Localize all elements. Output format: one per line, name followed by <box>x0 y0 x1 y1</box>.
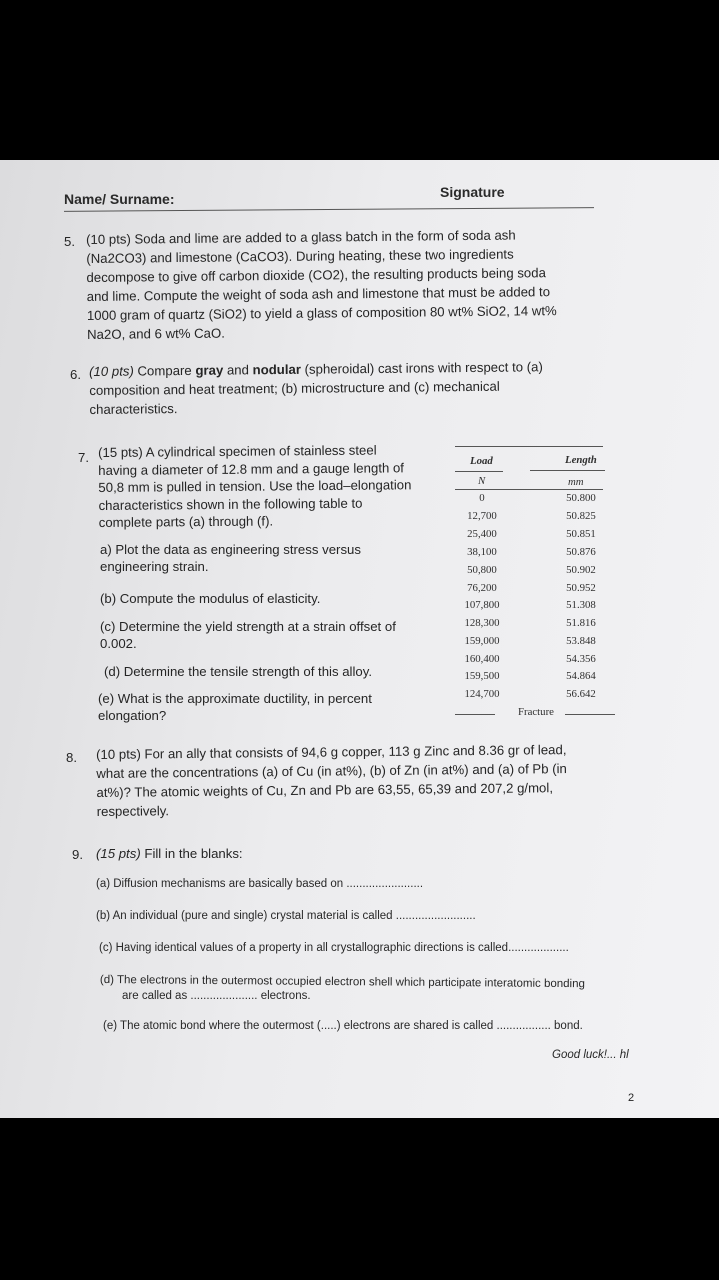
q6-nodular: nodular <box>252 361 302 378</box>
load-cell: 50,800 <box>467 564 497 576</box>
table-bottom-rule-left <box>455 714 495 715</box>
length-cell: 54.864 <box>566 670 596 682</box>
load-cell: 124,700 <box>464 688 500 700</box>
q9-title <box>96 844 243 863</box>
q9-part-b: (b) An individual (pure and single) crystal material is called ......................... <box>96 910 476 922</box>
question-7 <box>98 441 449 532</box>
q5-line: (10 pts) Soda and lime are added to a glass batch in the form of soda ash <box>86 227 516 247</box>
table-bottom-rule-right <box>565 714 615 715</box>
fracture-label: Fracture <box>518 706 554 718</box>
q7-line: characteristics shown in the following table to <box>98 495 363 513</box>
q6-points: (10 pts) <box>89 363 134 379</box>
q9-number: 9. <box>72 847 83 862</box>
load-cell: 159,500 <box>464 670 500 682</box>
exam-page <box>0 160 719 1118</box>
q9-part-c: (c) Having identical values of a property in all crystallographic directions is called................... <box>99 942 569 954</box>
length-cell: 50.825 <box>566 510 596 522</box>
q6-text: and <box>223 362 253 378</box>
length-cell: 56.642 <box>566 688 596 700</box>
q7-line: having a diameter of 12.8 mm and a gauge length of <box>98 459 404 478</box>
q6-number: 6. <box>70 367 81 382</box>
header-rule-right <box>530 470 605 471</box>
length-cell: 50.902 <box>566 564 596 576</box>
q9-title-text: Fill in the blanks: <box>140 846 243 861</box>
q7-number: 7. <box>78 450 89 465</box>
load-cell: 76,200 <box>467 582 497 594</box>
table-top-rule <box>455 446 603 447</box>
q9-points: (15 pts) <box>96 846 141 861</box>
load-cell: 38,100 <box>467 546 497 558</box>
q7-part-e-line: elongation? <box>98 708 167 723</box>
q7-line: (15 pts) A cylindrical specimen of stainless steel <box>98 442 377 460</box>
q8-line: (10 pts) For an ally that consists of 94,6 g copper, 113 g Zinc and 8.36 gr of lead, <box>96 742 567 762</box>
length-cell: 50.876 <box>566 546 596 558</box>
good-luck-note: Good luck!... hl <box>552 1049 629 1061</box>
q7-part-c-line: (c) Determine the yield strength at a strain offset of <box>100 619 396 634</box>
page-number: 2 <box>628 1092 635 1104</box>
load-unit: N <box>478 475 486 487</box>
load-header: Load <box>470 455 493 467</box>
length-cell: 50.952 <box>566 582 596 594</box>
q9-part-d-line2: are called as ..................... electrons. <box>122 990 311 1002</box>
q7-part-a-line: engineering strain. <box>100 559 209 574</box>
q7-part-c <box>100 618 396 652</box>
question-8 <box>96 739 657 821</box>
q7-line: complete parts (a) through (f). <box>98 513 274 530</box>
length-cell: 50.800 <box>566 492 596 504</box>
q5-line: and lime. Compute the weight of soda ash and limestone that must be added to <box>86 284 551 304</box>
question-5 <box>86 224 627 344</box>
header-rule-left <box>455 471 503 472</box>
signature-label: Signature <box>440 184 505 200</box>
question-6 <box>89 356 630 419</box>
q6-gray: gray <box>195 362 224 378</box>
name-surname-label: Name/ Surname: <box>64 191 175 207</box>
length-header: Length <box>565 454 597 466</box>
load-cell: 12,700 <box>467 510 497 522</box>
length-cell: 51.308 <box>566 599 596 611</box>
length-cell: 53.848 <box>566 635 596 647</box>
q6-text: (spheroidal) cast irons with respect to (a) <box>300 359 543 377</box>
q5-number: 5. <box>64 234 75 249</box>
q8-number: 8. <box>66 750 77 765</box>
q9-part-d-line1: (d) The electrons in the outermost occupied electron shell which participate interatomic bonding <box>99 974 585 991</box>
load-cell: 159,000 <box>464 635 500 647</box>
length-unit: mm <box>568 476 584 488</box>
q9-part-e: (e) The atomic bond where the outermost (.....) electrons are shared is called ................. bond. <box>103 1020 583 1032</box>
load-length-table <box>450 442 620 732</box>
q7-part-b: (b) Compute the modulus of elasticity. <box>100 591 321 606</box>
q8-line: what are the concentrations (a) of Cu (in at%), (b) of Zn (in at%) and (a) of Pb (in <box>96 761 567 781</box>
q6-line: composition and heat treatment; (b) microstructure and (c) mechanical <box>89 378 500 398</box>
q7-line: 50,8 mm is pulled in tension. Use the load–elongation <box>98 477 412 495</box>
q5-line: 1000 gram of quartz (SiO2) to yield a glass of composition 80 wt% SiO2, 14 wt% <box>86 303 557 323</box>
q7-part-a-line: a) Plot the data as engineering stress versus <box>100 542 361 557</box>
q8-line: respectively. <box>96 803 170 819</box>
q5-line: (Na2CO3) and limestone (CaCO3). During heating, these two ingredients <box>86 246 514 266</box>
q7-part-c-line: 0.002. <box>100 636 137 651</box>
load-cell: 128,300 <box>464 617 500 629</box>
q5-line: Na2O, and 6 wt% CaO. <box>87 325 225 342</box>
q7-part-e-line: (e) What is the approximate ductility, in percent <box>98 691 372 706</box>
q6-text: Compare <box>133 362 196 379</box>
load-cell: 107,800 <box>464 599 500 611</box>
length-cell: 50.851 <box>566 528 596 540</box>
q5-line: decompose to give off carbon dioxide (CO2), the resulting products being soda <box>86 265 546 285</box>
load-cell: 25,400 <box>467 528 497 540</box>
header-bottom-rule <box>455 489 603 490</box>
load-cell: 160,400 <box>464 653 500 665</box>
load-cell: 0 <box>479 492 485 504</box>
q6-line: characteristics. <box>89 401 178 417</box>
q7-part-a <box>100 541 361 575</box>
length-cell: 54.356 <box>566 653 596 665</box>
q8-line: at%)? The atomic weights of Cu, Zn and Pb are 63,55, 65,39 and 207,2 g/mol, <box>96 780 554 800</box>
header-rule <box>64 207 594 212</box>
q7-part-d: (d) Determine the tensile strength of this alloy. <box>104 664 373 679</box>
q7-part-e <box>98 690 372 724</box>
q9-part-a: (a) Diffusion mechanisms are basically based on ........................ <box>96 878 424 890</box>
length-cell: 51.816 <box>566 617 596 629</box>
